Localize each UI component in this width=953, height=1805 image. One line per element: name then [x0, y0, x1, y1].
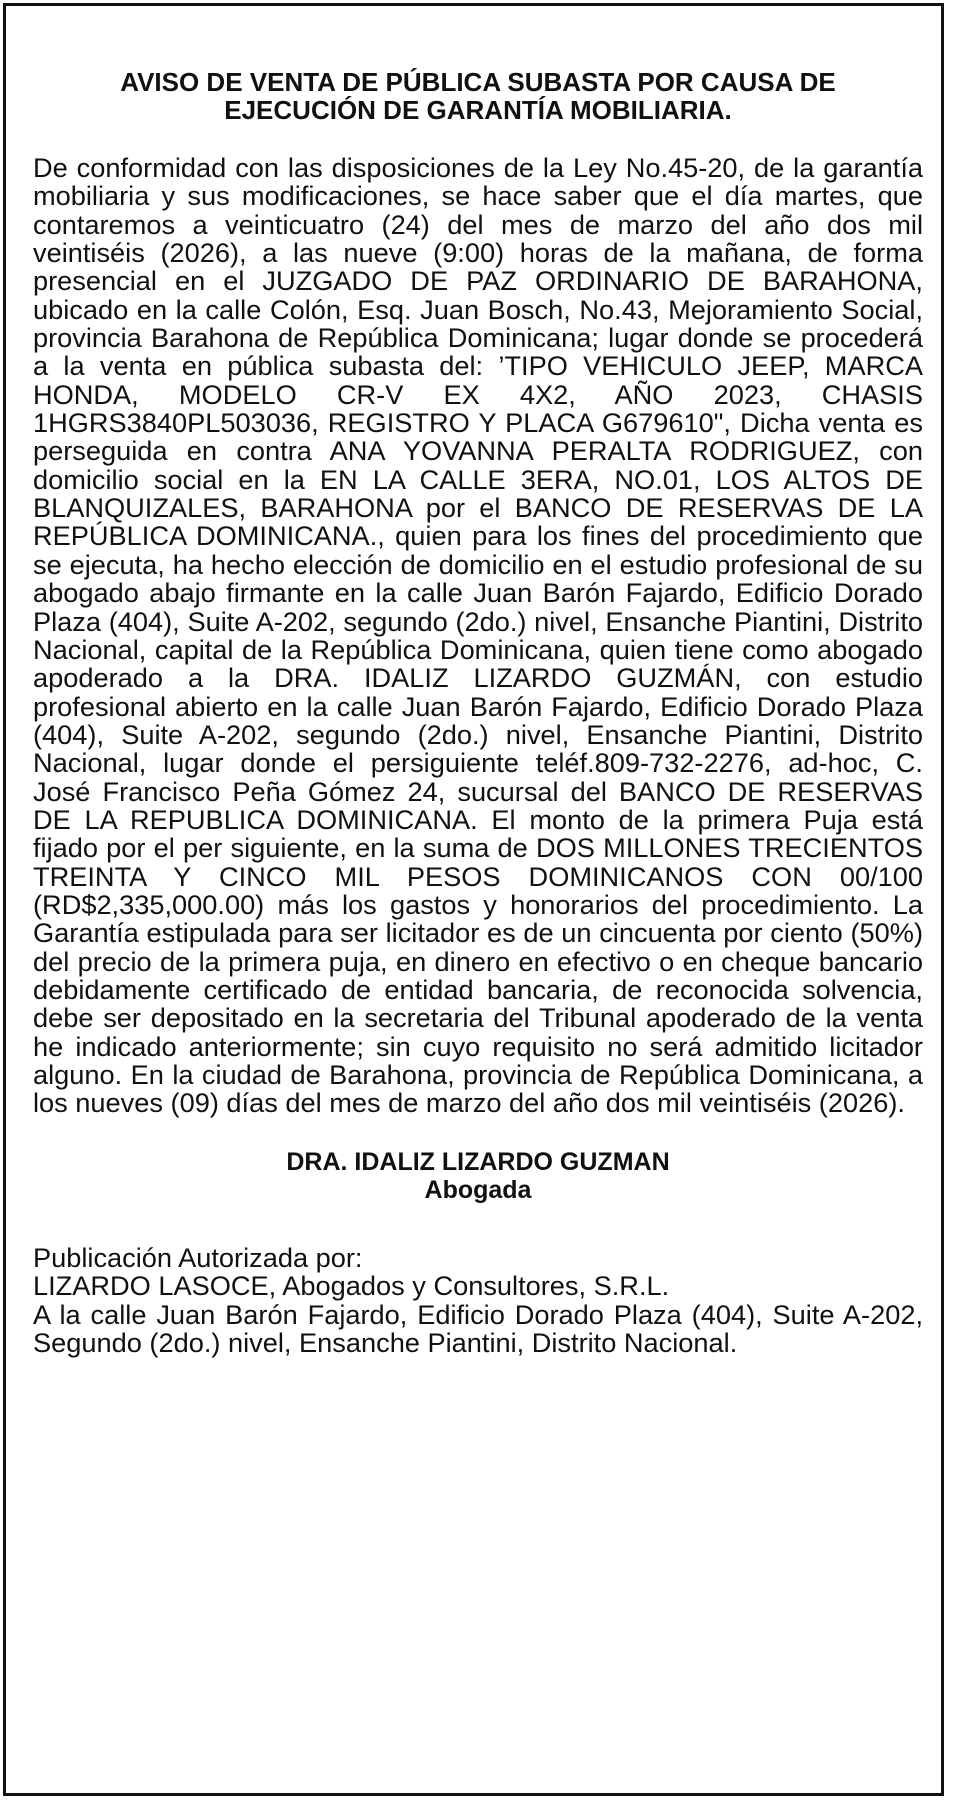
notice-title-line-2: EJECUCIÓN DE GARANTÍA MOBILIARIA. — [224, 95, 732, 125]
notice-content — [33, 68, 923, 1358]
notice-title — [33, 68, 923, 124]
signature-name: DRA. IDALIZ LIZARDO GUZMAN — [286, 1147, 670, 1176]
publication-authorized-label: Publicación Autorizada por: — [33, 1241, 363, 1273]
notice-body: De conformidad con las disposiciones de la Ley No.45-20, de la garantía mobiliaria y sus modificaciones, se hace saber que el día martes, que contaremos a veinticuatro (24) del mes de marzo del año dos mil veintiséis (2026), a las nueve (9:00) horas de la mañana, de forma presencial en el JUZGADO DE PAZ ORDINARIO DE BARAHONA, ubicado en la calle Colón, Esq. Juan Bosch, No.43, Mejoramiento Social, provincia Barahona de República Dominicana; lugar donde se procederá a la venta en pública subasta del: ’TIPO VEHICULO JEEP, MARCA HONDA, MODELO CR-V EX 4X2, AÑO 2023, CHASIS 1HGRS3840PL503036, REGISTRO Y PLACA G679610", Dicha venta es perseguida en contra ANA YOVANNA PERALTA RODRIGUEZ, con domicilio social en la EN LA CALLE 3ERA, NO.01, LOS ALTOS DE BLANQUIZALES, BARAHONA por el BANCO DE RESERVAS DE LA REPÚBLICA DOMINICANA., quien para los fines del procedimiento que se ejecuta, ha hecho elección de domicilio en el estudio profesional de su abogado abajo firmante en la calle Juan Barón Fajardo, Edificio Dorado Plaza (404), Suite A-202, segundo (2do.) nivel, Ensanche Piantini, Distrito Nacional, capital de la República Dominicana, quien tiene como abogado apoderado a la DRA. IDALIZ LIZARDO GUZMÁN, con estudio profesional abierto en la calle Juan Barón Fajardo, Edificio Dorado Plaza (404), Suite A-202, segundo (2do.) nivel, Ensanche Piantini, Distrito Nacional, lugar donde el persiguiente teléf.809-732-2276, ad-hoc, C. José Francisco Peña Gómez 24, sucursal del BANCO DE RESERVAS DE LA REPUBLICA DOMINICANA. El monto de la primera Puja está fijado por el per siguiente, en la suma de DOS MILLONES TRECIENTOS TREINTA Y CINCO MIL PESOS DOMINICANOS CON 00/100 (RD$2,335,000.00) más los gastos y honorarios del procedimiento. La Garantía estipulada para ser licitador es de un cincuenta por ciento (50%) del precio de la primera puja, en dinero en efectivo o en cheque bancario debidamente certificado de entidad bancaria, de reconocida solvencia, debe ser depositado en la secretaria del Tribunal apoderado de la venta he indicado anteriormente; sin cuyo requisito no será admitido licitador alguno. En la ciudad de Barahona, provincia de República Dominicana, a los nueves (09) días del mes de marzo del año dos mil veintiséis (2026). — [33, 152, 923, 1119]
signature-title: Abogada — [424, 1175, 532, 1204]
publication-firm-name: LIZARDO LASOCE, Abogados y Consultores, S.R.L. — [33, 1270, 670, 1302]
signature-block — [33, 1148, 923, 1204]
publication-block — [33, 1241, 923, 1359]
publication-address: A la calle Juan Barón Fajardo, Edificio Dorado Plaza (404), Suite A-202, Segundo (2do.) nivel, Ensanche Piantini, Distrito Nacional. — [33, 1298, 923, 1359]
notice-title-line-1: AVISO DE VENTA DE PÚBLICA SUBASTA POR CAUSA DE — [120, 67, 836, 97]
